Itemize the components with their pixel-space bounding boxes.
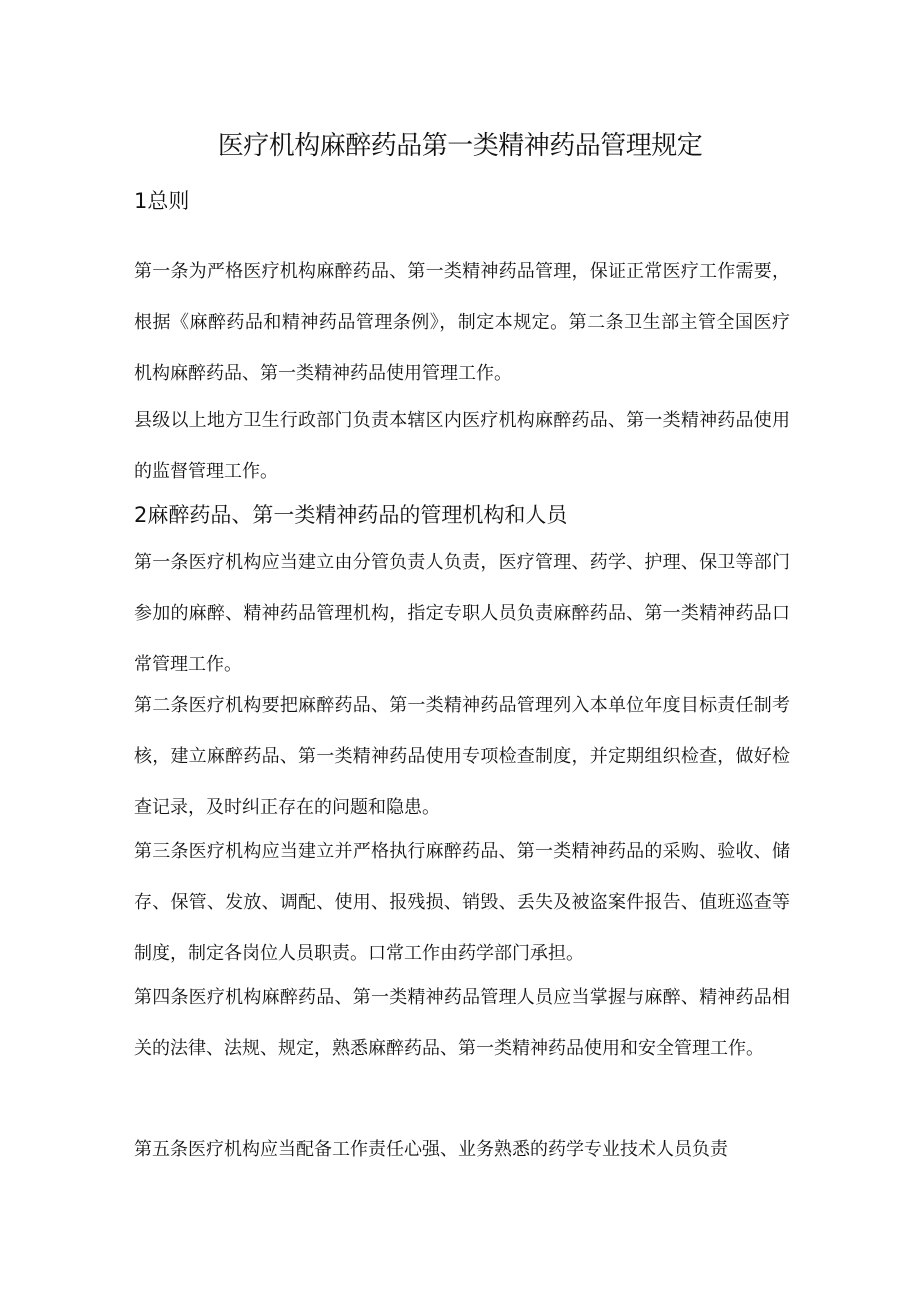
paragraph-section2-article-3: 第三条医疗机构应当建立并严格执行麻醉药品、第一类精神药品的采购、验收、储存、保管、发放、调配、使用、报残损、销毁、丢失及被盗案件报告、值班巡查等制度，制定各岗位人员职责。口常工作由药学部门承担。 [134, 841, 790, 964]
paragraph-article-1: 第一条为严格医疗机构麻醉药品、第一类精神药品管理，保证正常医疗工作需要，根据《麻醉药品和精神药品管理条例》，制定本规定。第二条卫生部主管全国医疗机构麻醉药品、第一类精神药品使用管理工作。 [134, 261, 790, 384]
paragraph-section2-article-2: 第二条医疗机构要把麻醉药品、第一类精神药品管理列入本单位年度目标责任制考核，建立麻醉药品、第一类精神药品使用专项检查制度，并定期组织检查，做好检查记录，及时纠正存在的问题和隐患。 [134, 695, 790, 818]
section-heading-management: 2麻醉药品、第一类精神药品的管理机构和人员 [134, 503, 568, 527]
paragraph-section2-article-1: 第一条医疗机构应当建立由分管负责人负责，医疗管理、药学、护理、保卫等部门参加的麻醉、精神药品管理机构，指定专职人员负责麻醉药品、第一类精神药品口常管理工作。 [134, 552, 790, 675]
document-title: 医疗机构麻醉药品第一类精神药品管理规定 [217, 131, 703, 161]
paragraph-section2-article-4: 第四条医疗机构麻醉药品、第一类精神药品管理人员应当掌握与麻醉、精神药品相关的法律、法规、规定，熟悉麻醉药品、第一类精神药品使用和安全管理工作。 [134, 987, 790, 1059]
section-heading-general: 1总则 [134, 189, 190, 213]
paragraph-section2-article-5: 第五条医疗机构应当配备工作责任心强、业务熟悉的药学专业技术人员负责 [134, 1139, 728, 1160]
paragraph-county-supervision: 县级以上地方卫生行政部门负责本辖区内医疗机构麻醉药品、第一类精神药品使用的监督管理工作。 [134, 410, 790, 482]
